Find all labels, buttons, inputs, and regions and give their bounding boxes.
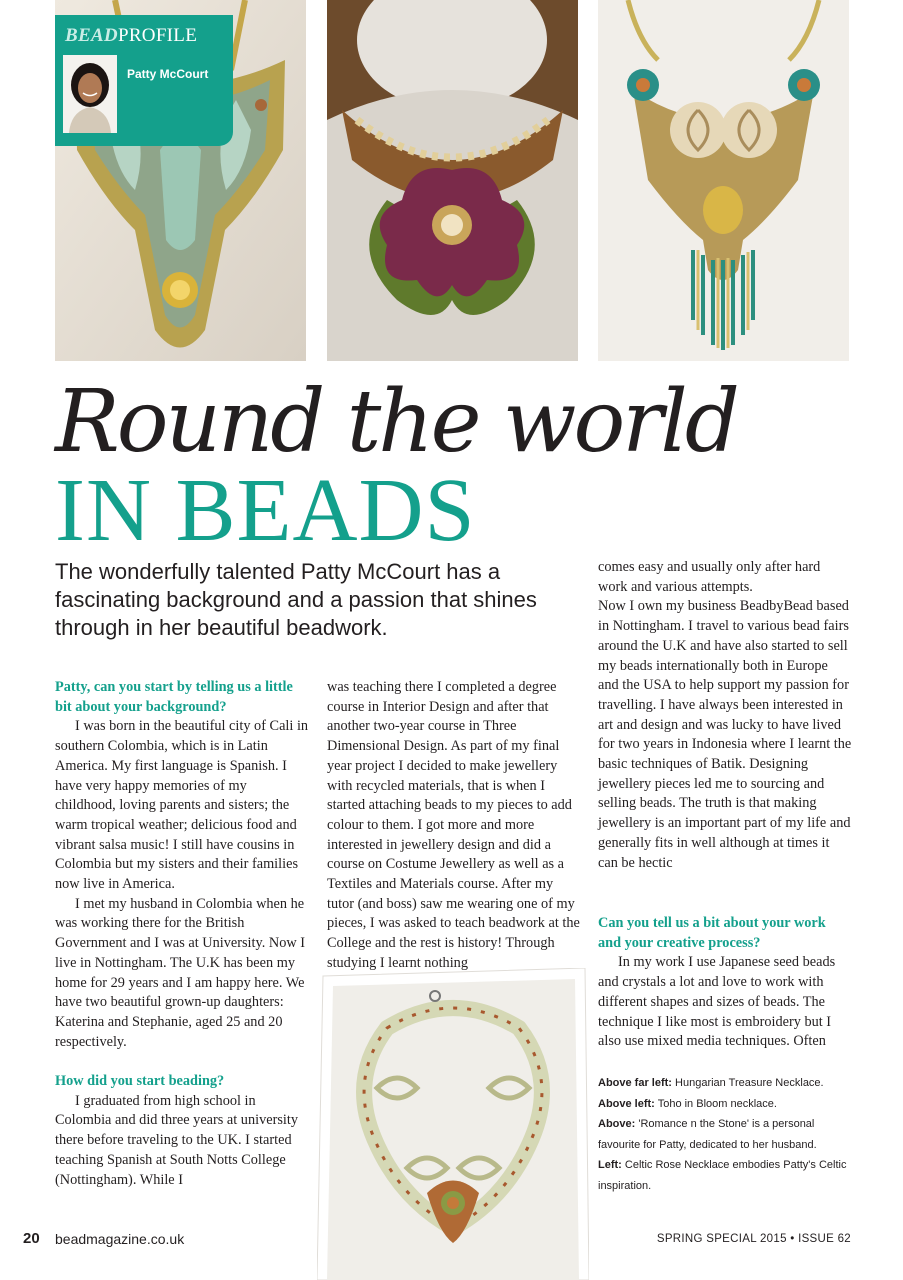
article-column-2 (327, 678, 581, 974)
headline-line-2: IN BEADS (55, 461, 476, 560)
caption: Above far left: Hungarian Treasure Necklace. (598, 1077, 824, 1089)
question-heading: Can you tell us a bit about your work and your creative process? (598, 915, 826, 951)
paragraph: I met my husband in Colombia when he was working there for the British Government and I was at University. Now I live in Nottingham. The U.K has been my home for 29 years and I am happy here. We have two beautiful grown-up daughters: Katerina and Stephanie, aged 25 and 20 respectively. (55, 895, 305, 1050)
celtic-rose-necklace-photo (317, 968, 589, 1280)
paragraph: comes easy and usually only after hard work and various attempts. (598, 559, 821, 595)
toho-in-bloom-necklace-photo (327, 0, 578, 361)
website-url[interactable]: beadmagazine.co.uk (55, 1231, 185, 1247)
paragraph: I graduated from high school in Colombia and did three years at university there before traveling to the UK. I started teaching Spanish at South Notts College (Nottingham). While I (55, 1092, 298, 1188)
avatar (63, 55, 117, 133)
question-heading: How did you start beading? (55, 1073, 225, 1090)
paragraph: In my work I use Japanese seed beads and crystals a lot and love to work with different shapes and sizes of beads. The technique I like most is embroidery but I also use mixed media techniques. Often (598, 954, 836, 1050)
paragraph: Now I own my business BeadbyBead based in Nottingham. I travel to various bead fairs around the U.K and have also started to sell my beads internationally both in Europe and the USA to help support my passion for travelling. I have always been interested in art and design and was lucky to have lived for two years in Indonesia where I learnt the basic techniques of Batik. Designing jewellery pieces led me to sourcing and selling beads. The truth is that making jewellery is an important part of my life and generally fits in well although at times it can be hectic (598, 598, 852, 871)
bead-profile-title: BEADPROFILE (65, 25, 198, 46)
caption: Left: Celtic Rose Necklace embodies Patty's Celtic inspiration. (598, 1159, 847, 1192)
issue-label: SPRING SPECIAL 2015 • ISSUE 62 (656, 1233, 851, 1245)
bead-profile-badge (55, 15, 233, 146)
caption: Above: 'Romance n the Stone' is a personal favourite for Patty, dedicated to her husband. (598, 1118, 817, 1151)
headline-line-1: Round the world (55, 372, 737, 472)
paragraph: was teaching there I completed a degree course in Interior Design and after that another two-year course in Three Dimensional Design. As part of my final year project I decided to make jewellery with recycled materials, that is when I started attaching beads to my pieces to add colour to them. I got more and more interested in jewellery design and did a course on Costume Jewellery as well as a Textiles and Materials course. After my tutor (and boss) saw me wearing one of my pieces, I was asked to teach beadwork at the College and the rest is history! Through studying I learnt nothing (327, 679, 580, 971)
article-column-3-continued (598, 914, 852, 1052)
profile-name: Patty McCourt (127, 67, 209, 81)
photo-captions (598, 1073, 858, 1196)
caption: Above left: Toho in Bloom necklace. (598, 1097, 777, 1110)
article-column-1 (55, 678, 309, 1190)
paragraph: I was born in the beautiful city of Cali in southern Colombia, which is in Latin America. My first language is Spanish. I have very happy memories of my childhood, loving parents and sisters; the warm tropical weather; delicious food and vibrant salsa music! I still have cousins in Colombia but my sisters and their families now live in America. (55, 718, 309, 893)
question-heading: Patty, can you start by telling us a little bit about your background? (55, 679, 293, 715)
page-number: 20 (23, 1230, 40, 1247)
romance-n-the-stone-necklace-photo (598, 0, 849, 361)
standfirst: The wonderfully talented Patty McCourt has a fascinating background and a passion that shines through in her beautiful beadwork. (55, 559, 537, 640)
article-column-3 (598, 558, 852, 873)
